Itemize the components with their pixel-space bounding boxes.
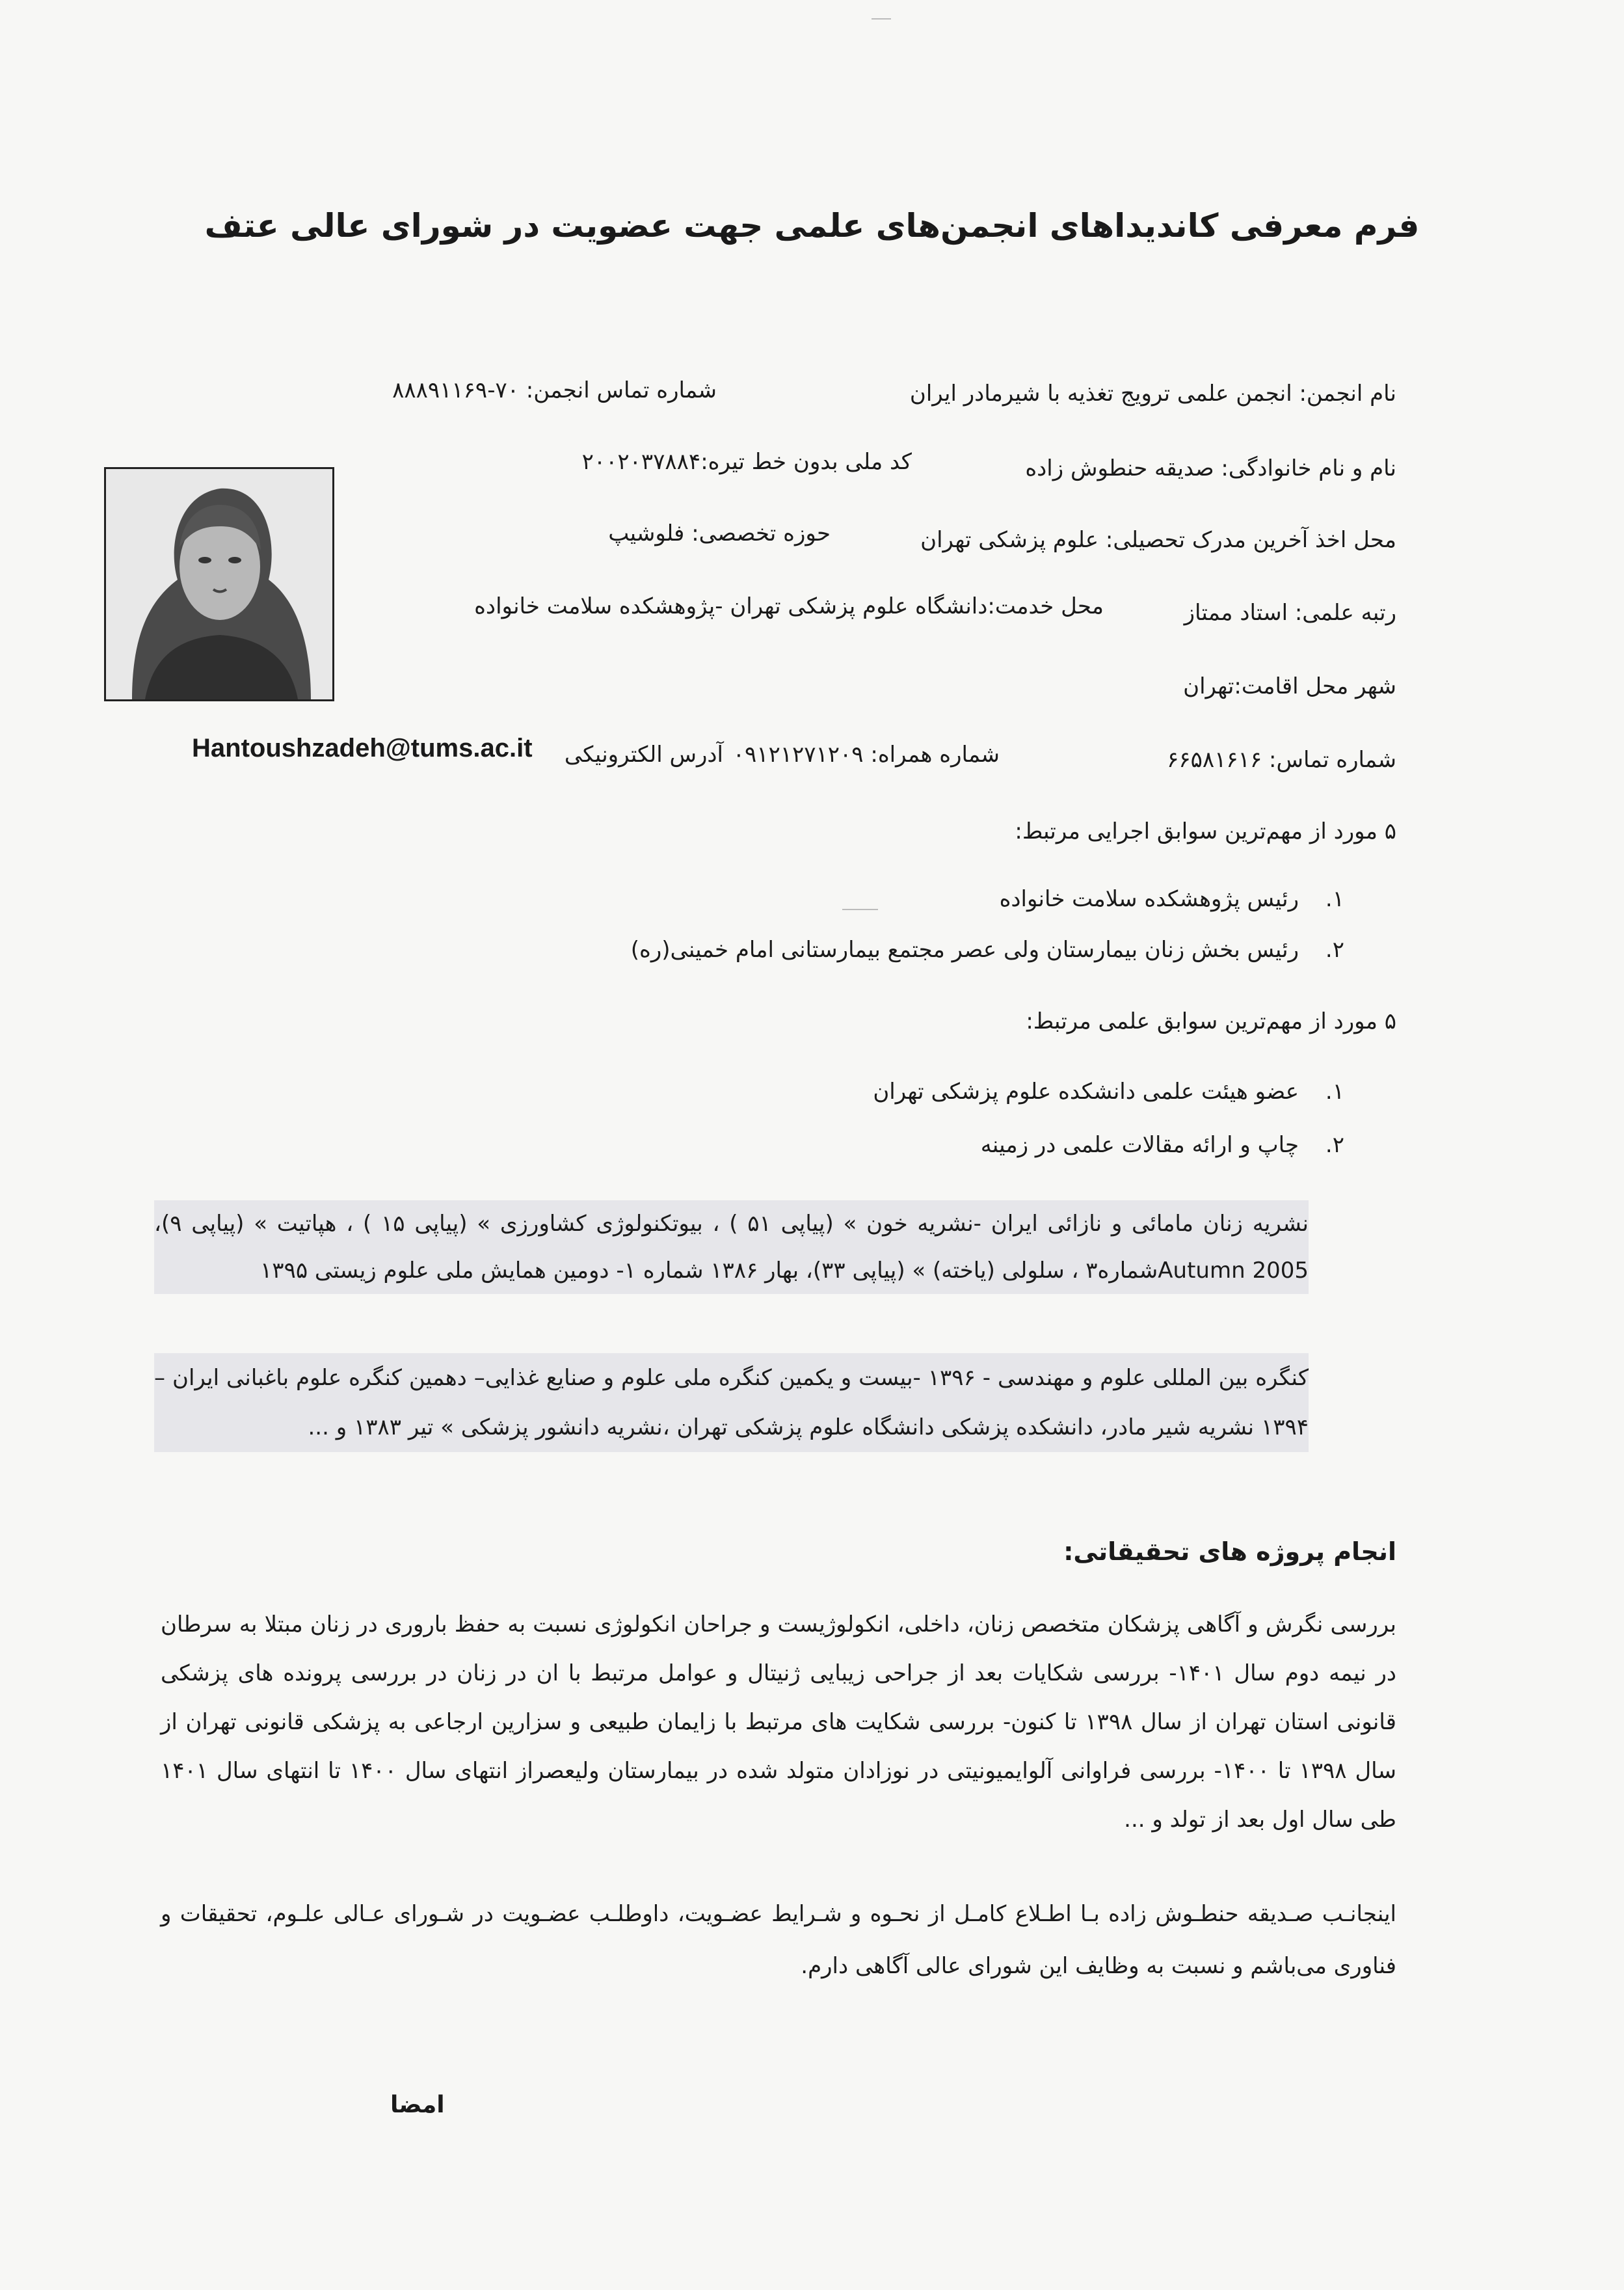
portrait-image	[106, 469, 332, 699]
sci-records-heading: ۵ مورد از مهم‌ترین سوابق علمی مرتبط:	[1026, 1008, 1396, 1034]
email-label: آدرس الکترونیکی	[564, 742, 723, 768]
residence-city: شهر محل اقامت:تهران	[1183, 673, 1396, 699]
national-code: کد ملی بدون خط تیره:۲۰۰۲۰۳۷۸۸۴	[581, 449, 912, 475]
research-paragraph: بررسی نگرش و آگاهی پزشکان متخصص زنان، داخلی، انکولوژیست و جراحان انکولوژی نسبت به حفظ باروری در زنان مبتلا به سرطان در نیمه دوم سال ۱۴۰۱- بررسی شکایات بعد از جراحی زیبایی ژنیتال و عوامل مرتبط با ان در زنان در بررسی پرونده های پزشکی قانونی استان تهران از سال ۱۳۹۸ تا کنون- بررسی شکایت های مرتبط با زایمان طبیعی و سزارین ارجاعی به پزشکی قانونی تهران از سال ۱۳۹۸ تا ۱۴۰۰- بررسی فراوانی آلوایمیونیتی در نوزادان متولد شده در بیمارستان ولیعصراز انتهای سال ۱۴۰۰ تا انتهای سال ۱۴۰۱ طی سال اول بعد از تولد و ...	[161, 1611, 1396, 1833]
email-address: Hantoushzadeh@tums.ac.it	[192, 734, 533, 762]
workplace: محل خدمت:دانشگاه علوم پزشکی تهران -پژوهشکده سلامت خانواده	[474, 593, 1104, 619]
form-title: فرم معرفی کاندیداهای انجمن‌های علمی جهت عضویت در شورای عالی عتف	[204, 207, 1420, 245]
phone-number: شماره تماس: ۶۶۵۸۱۶۱۶	[1167, 747, 1396, 773]
exec-item-1-text: رئیس پژوهشکده سلامت خانواده	[999, 886, 1299, 912]
declaration-paragraph: اینجانـب صـدیقه حنطـوش زاده بـا اطـلاع کامـل از نحـوه و شـرایط عضـویت، داوطلـب عضـویت در شـورای عـالی علـوم، تحقیقات و فناوری می‌باشم و نسبت به وظایف این شورای عالی آگاهی دارم.	[161, 1901, 1396, 1979]
research-heading: انجام پروژه های تحقیقاتی:	[1063, 1537, 1396, 1566]
degree-place: محل اخذ آخرین مدرک تحصیلی: علوم پزشکی تهران	[920, 527, 1396, 553]
exec-item-1-number: ۱.	[1325, 886, 1344, 912]
sci-item-2-text: چاپ و ارائه مقالات علمی در زمینه	[980, 1132, 1299, 1158]
society-phone: شماره تماس انجمن: ۷۰-۸۸۸۹۱۱۶۹	[392, 377, 717, 403]
publications-paragraph-2: کنگره بین المللی علوم و مهندسی - ۱۳۹۶ -بیست و یکمین کنگره ملی علوم و صنایع غذایی– دهمین کنگره علوم باغبانی ایران – ۱۳۹۴ نشریه شیر مادر، دانشکده پزشکی دانشگاه علوم پزشکی تهران ،نشریه دانشور پزشکی » تیر ۱۳۸۳ و ...	[154, 1353, 1309, 1452]
society-name: نام انجمن: انجمن علمی ترویج تغذیه با شیرمادر ایران	[909, 381, 1396, 407]
specialty: حوزه تخصصی: فلوشیپ	[608, 520, 831, 546]
scan-mark	[872, 18, 891, 20]
exec-item-2-text: رئیس بخش زنان بیمارستان ولی عصر مجتمع بیمارستانی امام خمینی(ره)	[630, 937, 1299, 963]
signature-label: امضا	[390, 2092, 445, 2118]
academic-rank: رتبه علمی: استاد ممتاز	[1184, 600, 1396, 626]
applicant-photo	[104, 467, 334, 701]
stray-mark	[842, 909, 878, 910]
full-name: نام و نام خانوادگی: صدیقه حنطوش زاده	[1025, 455, 1396, 481]
mobile-number: شماره همراه: ۰۹۱۲۱۲۷۱۲۰۹	[732, 742, 1000, 768]
sci-item-1-text: عضو هیئت علمی دانشکده علوم پزشکی تهران	[873, 1079, 1299, 1105]
sci-item-1-number: ۱.	[1325, 1079, 1344, 1105]
publications-paragraph-1: نشریه زنان مامائی و نازائی ایران -نشریه خون » (پیاپی ۵۱ ) ، بیوتکنولوژی کشاورزی » (پیاپی ۱۵ ) ، هپاتیت » (پیاپی ۹)، Autumn 2005شماره۳ ، سلولی (یاخته) » (پیاپی ۳۳)، بهار ۱۳۸۶ شماره ۱- دومین همایش ملی علوم زیستی ۱۳۹۵	[154, 1200, 1309, 1294]
exec-records-heading: ۵ مورد از مهم‌ترین سوابق اجرایی مرتبط:	[1015, 818, 1396, 844]
exec-item-2-number: ۲.	[1325, 937, 1344, 963]
sci-item-2-number: ۲.	[1325, 1132, 1344, 1158]
